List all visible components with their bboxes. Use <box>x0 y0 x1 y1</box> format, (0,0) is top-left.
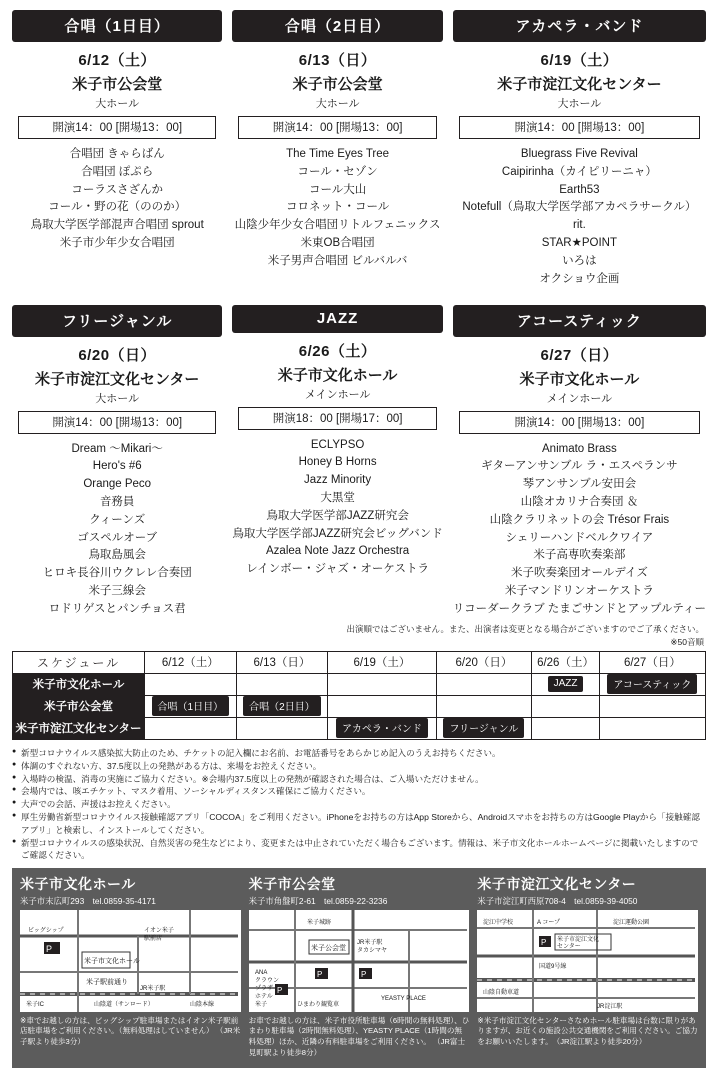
svg-text:ビッグシップ: ビッグシップ <box>28 927 64 934</box>
schedule-column-header: 6/12（土） <box>145 651 237 673</box>
program-date: 6/19（土） <box>540 52 619 69</box>
program-hall: 大ホール <box>557 98 602 110</box>
svg-text:米子IC: 米子IC <box>26 1001 45 1008</box>
schedule-cell <box>145 673 237 695</box>
program-grid <box>12 10 706 621</box>
list-item: Earth53 <box>559 183 600 196</box>
svg-text:淀江中学校: 淀江中学校 <box>483 919 514 926</box>
venue-name: 米子市淀江文化センター <box>477 875 637 892</box>
program-venue: 米子市文化ホール <box>277 366 398 384</box>
schedule-cell <box>236 673 328 695</box>
svg-text:JR米子駅: JR米子駅 <box>356 939 382 946</box>
program-date: 6/27（日） <box>540 346 619 364</box>
svg-text:JR淀江駅: JR淀江駅 <box>597 1003 623 1010</box>
svg-text:山陰道（サンロード）: 山陰道（サンロード） <box>94 1001 154 1008</box>
svg-text:米子公会堂: 米子公会堂 <box>310 944 346 952</box>
svg-text:ひまわり観覧車: ひまわり観覧車 <box>296 1001 339 1008</box>
program-title: 合唱（2日目） <box>232 10 442 42</box>
schedule-cell <box>599 695 705 717</box>
program-card <box>453 305 706 621</box>
svg-text:JR米子駅: JR米子駅 <box>140 985 166 992</box>
list-item: 合唱団 ぽぷら <box>81 165 154 178</box>
venue-map <box>477 910 698 1012</box>
list-item: STAR★POINT <box>541 237 618 250</box>
svg-text:YEASTY PLACE: YEASTY PLACE <box>380 995 426 1002</box>
schedule-column-header: 6/20（日） <box>436 651 532 673</box>
program-act-list <box>12 441 222 619</box>
list-item: 鳥取大学医学部JAZZ研究会 <box>266 509 409 522</box>
program-card <box>453 10 706 291</box>
list-item: Azalea Note Jazz Orchestra <box>266 545 410 558</box>
svg-text:山陰自動車道: 山陰自動車道 <box>483 989 520 996</box>
list-item: 鳥取大学医学部混声合唱団 sprout <box>30 219 204 232</box>
list-item: 鳥取島風会 <box>88 549 146 562</box>
svg-text:プラザ: プラザ <box>254 985 273 992</box>
schedule-chip: JAZZ <box>548 676 584 692</box>
program-card <box>232 10 442 291</box>
schedule-chip: フリージャンル <box>443 718 524 738</box>
program-time: 開演14：00 [開場13：00] <box>18 116 216 139</box>
schedule-cell <box>328 717 436 739</box>
schedule-column-header: 6/13（日） <box>236 651 328 673</box>
svg-text:A コープ: A コープ <box>537 919 561 926</box>
list-item: 音務員 <box>99 495 135 508</box>
program-time: 開演18：00 [開場17：00] <box>238 407 436 430</box>
svg-text:P: P <box>541 937 547 947</box>
svg-text:国道9号線: 国道9号線 <box>539 963 567 970</box>
program-card <box>12 305 222 621</box>
table-row <box>13 673 706 695</box>
venue-block <box>20 874 241 1060</box>
program-date: 6/26（土） <box>298 342 377 360</box>
svg-text:イオン米子: イオン米子 <box>144 927 174 934</box>
grid-spacer <box>453 293 706 303</box>
venue-block <box>477 874 698 1060</box>
venue-map <box>20 910 241 1012</box>
schedule-cell <box>436 717 532 739</box>
list-item: コール・セゾン <box>297 165 378 178</box>
schedule-row-label: 米子市文化ホール <box>13 673 145 695</box>
venue-address: 米子市角盤町2-61 tel.0859-22-3236 <box>248 895 388 906</box>
list-item: 大黒堂 <box>320 491 355 504</box>
schedule-row-label: 米子市公会堂 <box>13 695 145 717</box>
program-date: 6/20（日） <box>78 346 157 364</box>
venue-address: 米子市淀江町西原708-4 tel.0859-39-4050 <box>477 895 638 906</box>
schedule-row-label: 米子市淀江文化センター <box>13 717 145 739</box>
notice-list <box>12 747 706 862</box>
schedule-cell <box>436 695 532 717</box>
program-disclaimer: 出演順ではございません。また、出演者は変更となる場合がございますのでご了承ください。 <box>346 623 704 634</box>
list-item: ● 厚生労働省新型コロナウイルス接触確認アプリ「COCOA」をご利用ください。iPhoneをお持ちの方はApp Storeから、Androidスマホをお持ちの方はGoogle Playから「接触確認アプリ」と検索し、インストールしてください。 <box>12 811 706 836</box>
list-item: Notefull（鳥取大学医学部アカペラサークル） <box>462 201 697 214</box>
list-item: クィーンズ <box>89 513 146 526</box>
program-title: アカペラ・バンド <box>453 10 706 42</box>
schedule-chip: 合唱（2日目） <box>243 696 321 716</box>
list-item: 米子高専吹奏楽部 <box>533 549 626 562</box>
table-row <box>13 717 706 739</box>
program-title: 合唱（1日目） <box>12 10 222 42</box>
schedule-cell <box>436 673 532 695</box>
program-venue: 米子市淀江文化センター <box>497 76 662 93</box>
list-item: 米東OB合唱団 <box>300 237 375 250</box>
list-item: ● 体調のすぐれない方、37.5度以上の発熱がある方は、来場をお控えください。 <box>12 760 706 772</box>
schedule-column-header: 6/26（土） <box>532 651 600 673</box>
program-title: アコースティック <box>453 305 706 337</box>
list-item: Animato Brass <box>542 442 617 455</box>
grid-spacer <box>12 293 222 303</box>
schedule-cell <box>599 673 705 695</box>
schedule-corner-label: スケジュール <box>13 651 145 673</box>
program-hall: 大ホール <box>95 98 140 110</box>
svg-text:米子: 米子 <box>254 1001 267 1008</box>
schedule-cell <box>236 695 328 717</box>
svg-text:クラウン: クラウン <box>254 977 279 984</box>
svg-text:米子城跡: 米子城跡 <box>306 919 331 926</box>
venue-block <box>249 874 470 1060</box>
list-item: 米子マンドリンオーケストラ <box>504 585 654 597</box>
list-item: オクショウ企画 <box>539 272 620 285</box>
list-item: ● 会場内では、咳エチケット、マスク着用、ソーシャルディスタンス確保にご協力ください。 <box>12 785 706 797</box>
list-item: リコーダークラブ たまごサンドとアップルティー <box>452 602 706 615</box>
map-graphic <box>477 910 695 1012</box>
program-venue: 米子市公会堂 <box>72 76 163 93</box>
schedule-cell <box>236 717 328 739</box>
program-time: 開演14：00 [開場13：00] <box>238 116 436 139</box>
program-time: 開演14：00 [開場13：00] <box>18 411 216 434</box>
program-hall: メインホール <box>546 392 613 405</box>
list-item: 山陰クラリネットの会 Trésor Frais <box>489 513 670 526</box>
map-graphic <box>249 910 467 1012</box>
list-item: 山陰少年少女合唱団リトルフェニックス <box>234 219 441 232</box>
table-row <box>13 695 706 717</box>
schedule-cell <box>328 673 436 695</box>
schedule-chip: 合唱（1日目） <box>152 696 230 716</box>
program-act-list <box>453 441 706 619</box>
list-item: Hero's #6 <box>92 460 142 473</box>
list-item: 山陰オカリナ合奏団 ＆ <box>520 495 639 508</box>
list-item: ヒロキ長谷川ウクレレ合奏団 <box>42 567 192 580</box>
list-item: 米子吹奏楽団オールデイズ <box>510 567 648 580</box>
venue-name: 米子市公会堂 <box>248 875 336 892</box>
schedule-cell <box>532 717 600 739</box>
venue-note: ※米子市淀江文化センターさなめホール駐車場は台数に限りがありますが、お近くの施設公共交通機関をご利用ください。ご協力をお願いいたします。 （JR淀江駅より徒歩20分） <box>477 1015 698 1046</box>
svg-text:P: P <box>46 943 53 954</box>
program-title: フリージャンル <box>12 305 222 337</box>
program-order-note: ※50音順 <box>670 636 704 647</box>
program-act-list <box>12 146 222 253</box>
list-item: ECLYPSO <box>310 438 365 451</box>
list-item: コーラスさざんか <box>71 183 164 196</box>
list-item: 米子三線会 <box>88 585 146 597</box>
svg-text:米子市文化ホール: 米子市文化ホール <box>84 957 140 965</box>
program-hall: メインホール <box>304 388 371 401</box>
svg-text:タカシマヤ: タカシマヤ <box>356 947 387 954</box>
venue-map <box>249 910 470 1012</box>
svg-text:センター: センター <box>557 943 582 950</box>
venue-panel <box>12 868 706 1068</box>
list-item: レインボー・ジャズ・オーケストラ <box>246 563 429 576</box>
venue-note: ※車でお越しの方は、ビッグシップ駐車場またはイオン米子駅前店駐車場をご利用ください。（無料処理はしていません） （JR米子駅より徒歩3分） <box>20 1015 241 1046</box>
schedule-chip: アコースティック <box>607 674 697 694</box>
program-time: 開演14：00 [開場13：00] <box>459 116 700 139</box>
svg-text:P: P <box>316 969 322 979</box>
list-item: rit. <box>573 219 586 232</box>
program-act-list <box>232 146 442 271</box>
venue-address: 米子市末広町293 tel.0859-35-4171 <box>20 895 156 906</box>
svg-text:山陰本線: 山陰本線 <box>190 1001 215 1008</box>
program-hall: 大ホール <box>95 392 140 405</box>
program-venue: 米子市淀江文化センター <box>34 370 200 388</box>
list-item: Bluegrass Five Revival <box>520 148 638 160</box>
list-item: ● 大声での会話、声援はお控えください。 <box>12 798 706 810</box>
program-date: 6/12（土） <box>78 52 157 69</box>
list-item: ● 新型コロナウイルス感染拡大防止のため、チケットの記入欄にお名前、お電話番号をあらかじめ記入のうえお持ちください。 <box>12 747 706 759</box>
list-item: 米子男声合唱団 ビルバルバ <box>267 254 408 267</box>
list-item: 鳥取大学医学部JAZZ研究会ビッグバンド <box>232 527 443 540</box>
venue-note: お車でお越しの方は、米子市役所駐車場（6時間の無料処理）、ひまわり駐車場（2時間無料処理）、YEASTY PLACE（1時間の無料処理）ほか、近隣の有料駐車場をご利用ください。 （JR富士見町駅より徒歩8分） <box>248 1015 470 1057</box>
list-item: 合唱団 きゃらばん <box>69 148 165 160</box>
list-item: ギターアンサンブル ラ・エスペランサ <box>481 460 678 473</box>
program-act-list <box>453 146 706 289</box>
svg-text:P: P <box>360 969 366 979</box>
schedule-cell <box>145 695 237 717</box>
program-title: JAZZ <box>232 305 442 333</box>
schedule-cell <box>145 717 237 739</box>
list-item: ● 新型コロナウイルスの感染状況、自然災害の発生などにより、変更または中止されていただく場合もございます。情報は、米子市文化ホールホームページに掲載いたしますのでご確認ください。 <box>12 837 706 862</box>
program-card <box>232 305 442 621</box>
program-time: 開演14：00 [開場13：00] <box>459 411 700 434</box>
svg-text:淀江運動公園: 淀江運動公園 <box>613 919 650 926</box>
grid-spacer <box>232 293 442 303</box>
list-item: ● 入場時の検温、消毒の実施にご協力ください。※会場内37.5度以上の発熱が確認された場合は、ご入場いただけません。 <box>12 773 706 785</box>
program-date: 6/13（日） <box>298 52 377 69</box>
list-item: ロドリゲスとパンチョス君 <box>48 602 186 615</box>
schedule-cell <box>532 695 600 717</box>
list-item: Jazz Minority <box>304 474 372 487</box>
list-item: 米子市少年少女合唱団 <box>59 237 175 250</box>
list-item: Dream ～Mikari～ <box>71 442 163 455</box>
list-item: いろは <box>562 254 597 267</box>
program-act-list <box>232 437 442 580</box>
schedule-table <box>12 651 706 740</box>
program-hall: 大ホール <box>315 98 360 110</box>
svg-text:ホテル: ホテル <box>254 993 273 1000</box>
list-item: The Time Eyes Tree <box>286 148 390 160</box>
list-item: コロネット・コール <box>285 201 390 214</box>
schedule-column-header: 6/27（日） <box>599 651 705 673</box>
program-venue: 米子市公会堂 <box>292 76 383 93</box>
list-item: 琴アンサンブル安田会 <box>522 478 637 491</box>
list-item: Honey B Horns <box>298 456 377 469</box>
list-item: コール・野の花（ののか） <box>48 201 187 214</box>
table-header-row <box>13 651 706 673</box>
list-item: Caipirinha（カイピリーニャ） <box>501 165 657 178</box>
schedule-cell <box>328 695 436 717</box>
svg-text:米子駅前通り: 米子駅前通り <box>86 978 128 986</box>
program-card <box>12 10 222 291</box>
schedule-cell <box>599 717 705 739</box>
svg-text:米子市淀江文化: 米子市淀江文化 <box>557 936 600 943</box>
schedule-column-header: 6/19（土） <box>328 651 436 673</box>
map-graphic <box>20 910 238 1012</box>
svg-text:P: P <box>276 985 282 995</box>
list-item: コール大山 <box>308 183 367 196</box>
list-item: Orange Peco <box>83 478 152 491</box>
venue-name: 米子市文化ホール <box>20 875 136 892</box>
svg-text:ANA: ANA <box>254 969 267 976</box>
svg-text:駅前店: 駅前店 <box>144 935 163 942</box>
schedule-cell <box>532 673 600 695</box>
list-item: ゴスペルオーブ <box>77 531 158 544</box>
schedule-chip: アカペラ・バンド <box>336 718 428 738</box>
list-item: シェリーハンドベルクワイア <box>505 531 654 544</box>
program-venue: 米子市文化ホール <box>519 370 640 388</box>
